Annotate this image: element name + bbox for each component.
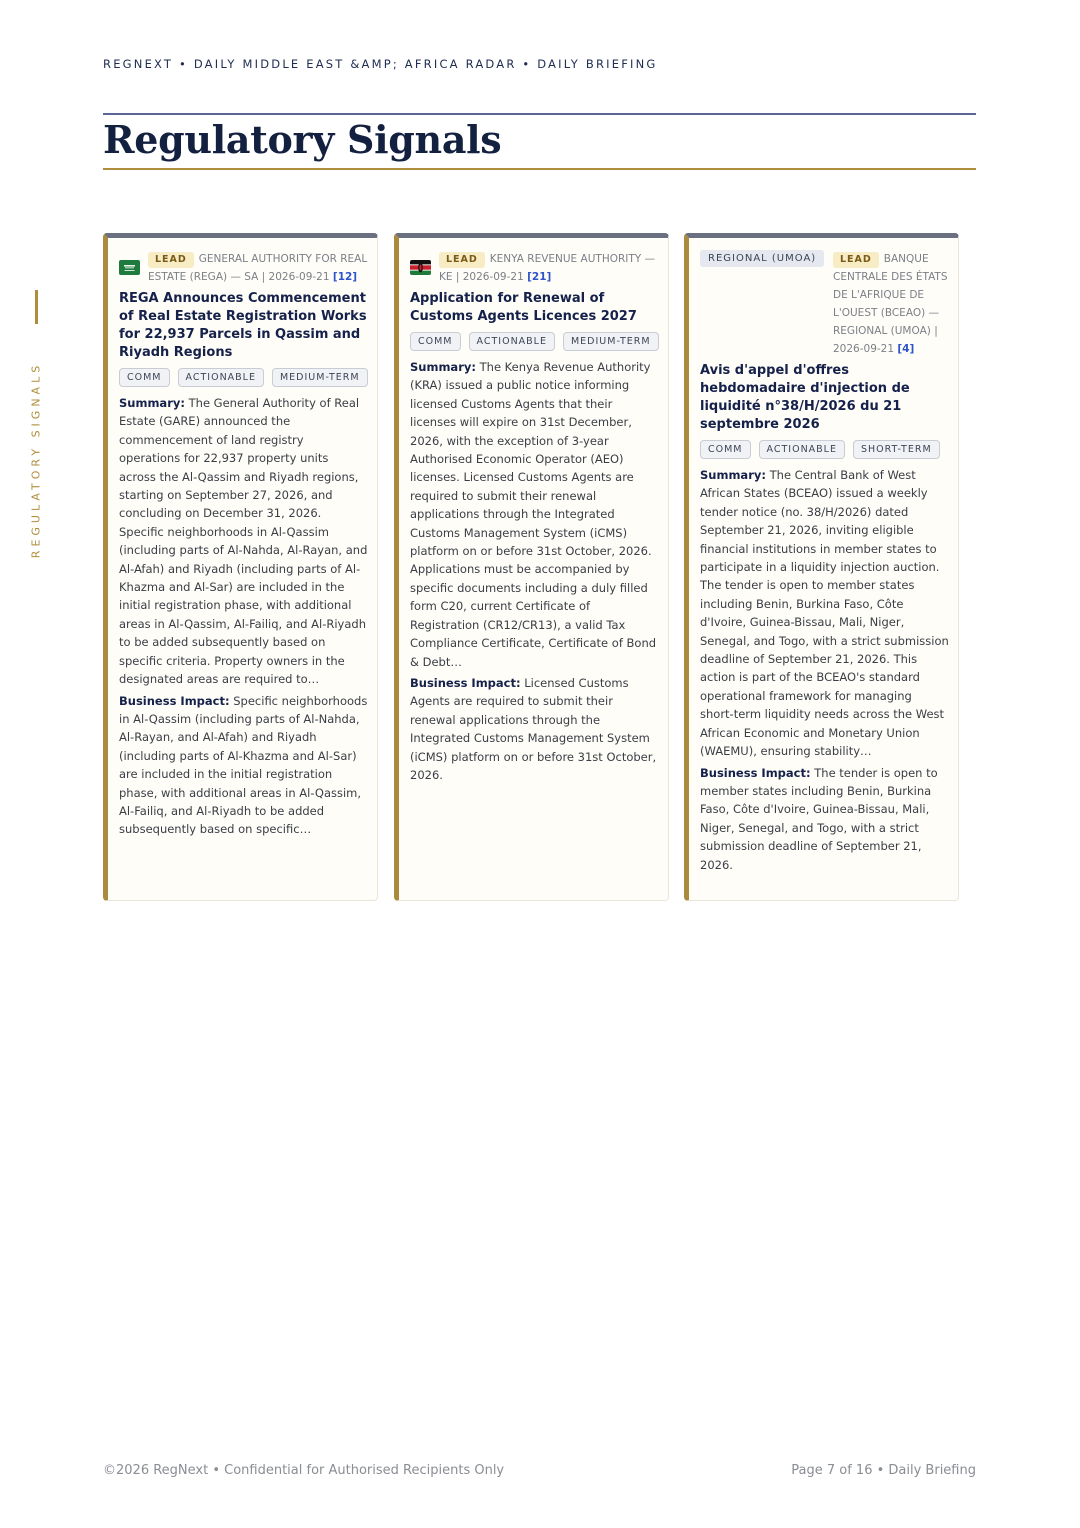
tag-chip: ACTIONABLE: [178, 368, 264, 387]
tag-chip: COMM: [410, 332, 461, 351]
tag-chip: COMM: [700, 440, 751, 459]
title-block: [103, 113, 976, 170]
card-source: GENERAL AUTHORITY FOR REAL ESTATE (REGA) — SA | 2026-09-21: [148, 253, 368, 283]
region-chip: REGIONAL (UMOA): [700, 250, 824, 267]
footer-page-number: Page 7 of 16 • Daily Briefing: [791, 1463, 976, 1478]
side-rail-accent: [35, 290, 38, 324]
summary-text: The Kenya Revenue Authority (KRA) issued a public notice informing licensed Customs Agents that their licenses will expire on 31st December, 2026, with the exception of 3-year Authorised Economic Operator (AEO) licenses. Licensed Customs Agents are required to submit their renewal applications through the Integrated Customs Management System (iCMS) platform on or before 31st October, 2026. Applications must be accompanied by specific documents including a duly filled form C20, current Certificate of Registration (CR12/CR13), a valid Tax Compliance Certificate, Certificate of Bond & Debt…: [410, 360, 657, 669]
citation-link[interactable]: [4]: [897, 343, 915, 355]
running-header: REGNEXT • DAILY MIDDLE EAST &AMP; AFRICA RADAR • DAILY BRIEFING: [103, 57, 658, 71]
summary-text: The Central Bank of West African States (BCEAO) issued a weekly tender notice (no. 38/H/2026) dated September 21, 2026, inviting eligible financial institutions in member states to participate in a liquidity injection auction. The tender is open to member states including Benin, Burkina Faso, Côte d'Ivoire, Guinea-Bissau, Mali, Niger, Senegal, and Togo, with a strict submission deadline of September 21, 2026. This action is part of the BCEAO's standard operational framework for managing short-term liquidity needs across the West African Economic and Monetary Union (WAEMU), ensuring stability…: [700, 468, 949, 759]
tag-list: [119, 368, 368, 387]
signal-card: [103, 233, 378, 901]
card-source: BANQUE CENTRALE DES ÉTATS DE L'AFRIQUE DE L'OUEST (BCEAO) — REGIONAL (UMOA) | 2026-09-21: [833, 253, 948, 355]
tag-chip: SHORT-TERM: [853, 440, 940, 459]
card-impact: [700, 764, 949, 874]
impact-text: Licensed Customs Agents are required to submit their renewal applications through the Integrated Customs Management System (iCMS) platform on or before 31st October, 2026.: [410, 675, 657, 782]
saudi-arabia-flag-icon: [119, 260, 140, 275]
card-meta: [410, 250, 659, 286]
tag-chip: ACTIONABLE: [469, 332, 555, 351]
signal-card: [684, 233, 959, 901]
tag-chip: MEDIUM-TERM: [563, 332, 659, 351]
summary-label: Summary:: [119, 396, 185, 410]
tag-list: [410, 332, 659, 351]
summary-text: The General Authority of Real Estate (GARE) announced the commencement of land registry operations for 22,937 property units across the Al-Qassim and Riyadh regions, starting on September 27, 2026, and concluding on December 31, 2026. Specific neighborhoods in Al-Qassim (including parts of Al-Nahda, Al-Rayan, and Al-Afah) and Riyadh (including parts of Al-Khazma and Al-Sar) are included in the initial registration phase, with additional areas in Al-Qassim, Al-Failiq, and Al-Riyadh to be added subsequently based on specific criteria. Property owners in the designated areas are required to…: [119, 396, 368, 687]
impact-label: Business Impact:: [410, 675, 521, 690]
card-source: KENYA REVENUE AUTHORITY — KE | 2026-09-21: [439, 253, 656, 283]
lead-badge: LEAD: [439, 252, 485, 268]
impact-label: Business Impact:: [700, 765, 811, 780]
lead-badge: LEAD: [833, 252, 879, 268]
summary-label: Summary:: [410, 360, 476, 374]
citation-link[interactable]: [21]: [527, 271, 552, 283]
tag-chip: ACTIONABLE: [759, 440, 845, 459]
signal-card: [394, 233, 669, 901]
card-impact: [410, 674, 659, 784]
summary-label: Summary:: [700, 468, 766, 482]
kenya-flag-icon: [410, 260, 431, 275]
impact-label: Business Impact:: [119, 693, 230, 708]
card-title: Avis d'appel d'offres hebdomadaire d'injection de liquidité n°38/H/2026 du 21 septembre 2026: [700, 363, 910, 432]
citation-link[interactable]: [12]: [332, 271, 358, 283]
page-title: Regulatory Signals: [103, 117, 502, 162]
card-summary: [119, 394, 368, 689]
footer-copyright: ©2026 RegNext • Confidential for Authorised Recipients Only: [103, 1463, 505, 1478]
card-summary: [410, 358, 659, 671]
impact-text: Specific neighborhoods in Al-Qassim (including parts of Al-Nahda, Al-Rayan, and Al-Afah) and Riyadh (including parts of Al-Khazma and Al-Sar) are included in the initial registration phase, with additional areas in Al-Qassim, Al-Failiq, and Al-Riyadh to be added subsequently based on specific…: [119, 693, 368, 837]
card-meta: [700, 250, 949, 358]
card-title: REGA Announces Commencement of Real Estate Registration Works for 22,937 Parcels in Qassim and Riyadh Regions: [119, 291, 367, 360]
card-title: Application for Renewal of Customs Agents Licences 2027: [410, 291, 637, 324]
tag-list: [700, 440, 949, 459]
card-meta: [119, 250, 368, 286]
tag-chip: COMM: [119, 368, 170, 387]
card-summary: [700, 466, 949, 761]
card-impact: [119, 692, 368, 839]
side-section-label: REGULATORY SIGNALS: [29, 361, 43, 559]
impact-text: The tender is open to member states including Benin, Burkina Faso, Côte d'Ivoire, Guinea-Bissau, Mali, Niger, Senegal, and Togo, with a strict submission deadline of September 21, 2026.: [700, 765, 938, 872]
lead-badge: LEAD: [148, 252, 194, 268]
tag-chip: MEDIUM-TERM: [272, 368, 368, 387]
